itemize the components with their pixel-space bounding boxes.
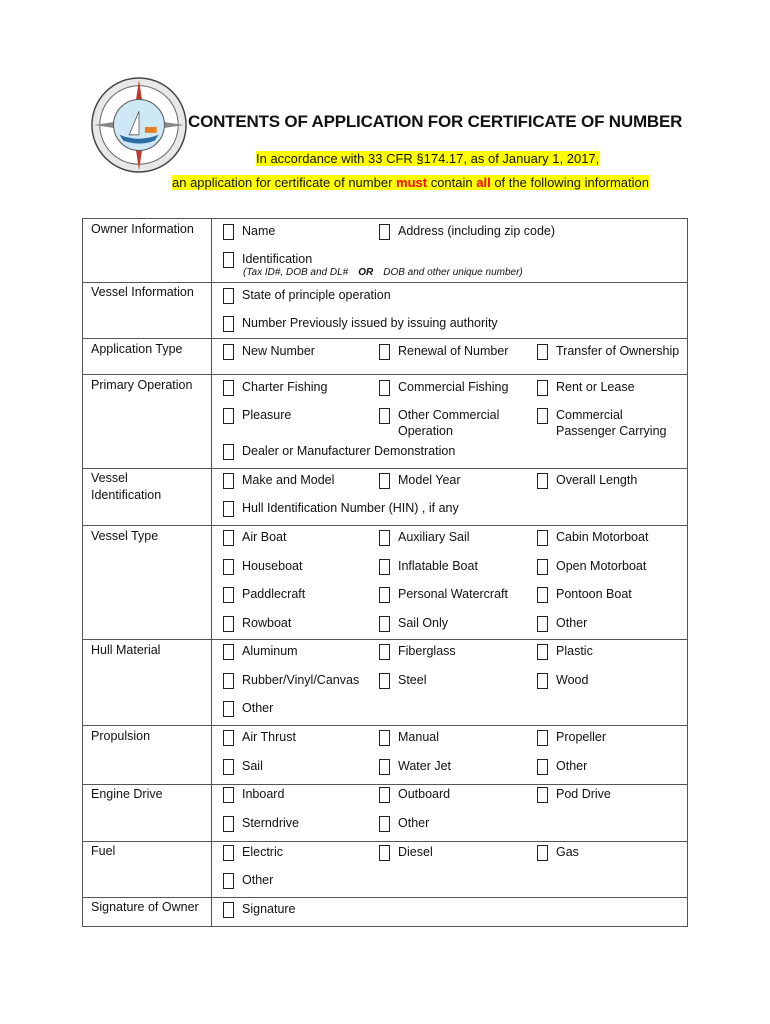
option-dealer-or-manufacturer-demonstration[interactable]: Dealer or Manufacturer Demonstration xyxy=(223,443,455,460)
checkbox[interactable] xyxy=(537,673,548,689)
option-gas[interactable]: Gas xyxy=(537,844,579,861)
checkbox[interactable] xyxy=(379,730,390,746)
option-pod-drive[interactable]: Pod Drive xyxy=(537,786,611,803)
checkbox[interactable] xyxy=(223,701,234,717)
option-inboard[interactable]: Inboard xyxy=(223,786,284,803)
checkbox[interactable] xyxy=(537,845,548,861)
section-label-signature-of-owner: Signature of Owner xyxy=(91,900,199,914)
checkbox[interactable] xyxy=(223,845,234,861)
section-label-vessel-information: Vessel Information xyxy=(91,285,194,299)
option-plastic[interactable]: Plastic xyxy=(537,643,593,660)
checkbox[interactable] xyxy=(223,816,234,832)
checkbox[interactable] xyxy=(379,559,390,575)
checkbox[interactable] xyxy=(223,787,234,803)
option-engine-drive-other[interactable]: Other xyxy=(379,815,429,832)
option-air-boat[interactable]: Air Boat xyxy=(223,529,286,546)
row-divider xyxy=(83,784,687,785)
checkbox[interactable] xyxy=(537,787,548,803)
checkbox[interactable] xyxy=(379,530,390,546)
option-sail-only[interactable]: Sail Only xyxy=(379,615,448,632)
section-label-owner-information: Owner Information xyxy=(91,222,194,236)
checkbox[interactable] xyxy=(379,224,390,240)
option-steel[interactable]: Steel xyxy=(379,672,427,689)
checkbox[interactable] xyxy=(223,252,234,268)
row-divider xyxy=(83,897,687,898)
checkbox[interactable] xyxy=(379,473,390,489)
option-paddlecraft[interactable]: Paddlecraft xyxy=(223,586,305,603)
option-signature[interactable]: Signature xyxy=(223,901,296,918)
subtitle-line-2: an application for certificate of number must contain all of the following information xyxy=(172,175,649,190)
checkbox[interactable] xyxy=(537,759,548,775)
checkbox[interactable] xyxy=(379,344,390,360)
checkbox[interactable] xyxy=(379,787,390,803)
section-label-vessel-type: Vessel Type xyxy=(91,529,159,543)
option-manual[interactable]: Manual xyxy=(379,729,439,746)
checkbox[interactable] xyxy=(379,845,390,861)
option-other-commercial-operation[interactable]: Other Commercial Operation xyxy=(379,407,499,439)
option-overall-length[interactable]: Overall Length xyxy=(537,472,637,489)
option-rent-or-lease[interactable]: Rent or Lease xyxy=(537,379,635,396)
option-propulsion-other[interactable]: Other xyxy=(537,758,587,775)
option-address[interactable]: Address (including zip code) xyxy=(379,223,555,240)
row-divider xyxy=(83,374,687,375)
option-water-jet[interactable]: Water Jet xyxy=(379,758,451,775)
checkbox[interactable] xyxy=(379,759,390,775)
checkbox[interactable] xyxy=(537,530,548,546)
subtitle-line-1: In accordance with 33 CFR §174.17, as of January 1, 2017, xyxy=(256,151,600,166)
option-state-of-principle-operation[interactable]: State of principle operation xyxy=(223,287,391,304)
option-diesel[interactable]: Diesel xyxy=(379,844,433,861)
option-pontoon-boat[interactable]: Pontoon Boat xyxy=(537,586,632,603)
checkbox[interactable] xyxy=(223,587,234,603)
checkbox[interactable] xyxy=(223,673,234,689)
option-propeller[interactable]: Propeller xyxy=(537,729,606,746)
checkbox[interactable] xyxy=(537,587,548,603)
checkbox[interactable] xyxy=(223,759,234,775)
option-transfer-of-ownership[interactable]: Transfer of Ownership xyxy=(537,343,679,360)
option-vessel-type-other[interactable]: Other xyxy=(537,615,587,632)
option-outboard[interactable]: Outboard xyxy=(379,786,450,803)
option-rubber-vinyl-canvas[interactable]: Rubber/Vinyl/Canvas xyxy=(223,672,359,689)
checkbox[interactable] xyxy=(223,873,234,889)
page-title: CONTENTS OF APPLICATION FOR CERTIFICATE OF NUMBER xyxy=(188,112,683,131)
checkbox[interactable] xyxy=(379,587,390,603)
section-label-hull-material: Hull Material xyxy=(91,643,161,657)
checkbox[interactable] xyxy=(223,616,234,632)
option-number-previously-issued[interactable]: Number Previously issued by issuing authority xyxy=(223,315,498,332)
checkbox[interactable] xyxy=(537,344,548,360)
checkbox[interactable] xyxy=(379,816,390,832)
option-hull-identification-number[interactable]: Hull Identification Number (HIN) , if any xyxy=(223,500,459,517)
option-auxiliary-sail[interactable]: Auxiliary Sail xyxy=(379,529,470,546)
section-label-primary-operation: Primary Operation xyxy=(91,378,193,392)
option-aluminum[interactable]: Aluminum xyxy=(223,643,298,660)
section-label-engine-drive: Engine Drive xyxy=(91,787,163,801)
checkbox[interactable] xyxy=(223,902,234,918)
checkbox[interactable] xyxy=(379,616,390,632)
checkbox[interactable] xyxy=(223,559,234,575)
checkbox[interactable] xyxy=(379,673,390,689)
option-wood[interactable]: Wood xyxy=(537,672,588,689)
option-cabin-motorboat[interactable]: Cabin Motorboat xyxy=(537,529,648,546)
option-new-number[interactable]: New Number xyxy=(223,343,315,360)
option-inflatable-boat[interactable]: Inflatable Boat xyxy=(379,558,478,575)
checkbox[interactable] xyxy=(223,288,234,304)
option-make-and-model[interactable]: Make and Model xyxy=(223,472,334,489)
checkbox[interactable] xyxy=(223,444,234,460)
row-divider xyxy=(83,525,687,526)
checkbox[interactable] xyxy=(537,380,548,396)
option-model-year[interactable]: Model Year xyxy=(379,472,461,489)
row-divider xyxy=(83,841,687,842)
checkbox[interactable] xyxy=(537,473,548,489)
checkbox[interactable] xyxy=(223,530,234,546)
option-air-thrust[interactable]: Air Thrust xyxy=(223,729,296,746)
option-pleasure[interactable]: Pleasure xyxy=(223,407,291,424)
checkbox[interactable] xyxy=(223,730,234,746)
row-divider xyxy=(83,639,687,640)
checkbox[interactable] xyxy=(223,316,234,332)
checkbox[interactable] xyxy=(223,380,234,396)
checkbox[interactable] xyxy=(379,644,390,660)
option-open-motorboat[interactable]: Open Motorboat xyxy=(537,558,646,575)
row-divider xyxy=(83,282,687,283)
option-name[interactable]: Name xyxy=(223,223,275,240)
checkbox[interactable] xyxy=(223,344,234,360)
option-charter-fishing[interactable]: Charter Fishing xyxy=(223,379,327,396)
checkbox[interactable] xyxy=(537,559,548,575)
option-commercial-passenger-carrying[interactable]: Commercial Passenger Carrying xyxy=(537,407,666,439)
checkbox[interactable] xyxy=(223,644,234,660)
option-electric[interactable]: Electric xyxy=(223,844,283,861)
checkbox[interactable] xyxy=(537,408,548,424)
checkbox[interactable] xyxy=(537,644,548,660)
row-divider xyxy=(83,725,687,726)
option-commercial-fishing[interactable]: Commercial Fishing xyxy=(379,379,508,396)
row-divider xyxy=(83,468,687,469)
application-contents-table xyxy=(82,218,688,927)
option-fuel-other[interactable]: Other xyxy=(223,872,273,889)
column-divider xyxy=(211,219,212,926)
option-personal-watercraft[interactable]: Personal Watercraft xyxy=(379,586,508,603)
option-fiberglass[interactable]: Fiberglass xyxy=(379,643,456,660)
option-sail[interactable]: Sail xyxy=(223,758,263,775)
section-label-vessel-identification: Vessel Identification xyxy=(91,471,162,502)
checkbox[interactable] xyxy=(223,224,234,240)
option-identification[interactable]: Identification xyxy=(223,251,312,268)
checkbox[interactable] xyxy=(537,616,548,632)
section-label-propulsion: Propulsion xyxy=(91,729,151,743)
option-renewal-of-number[interactable]: Renewal of Number xyxy=(379,343,508,360)
option-hull-material-other[interactable]: Other xyxy=(223,700,273,717)
identification-note: (Tax ID#, DOB and DL# OR DOB and other unique number) xyxy=(243,267,523,278)
section-label-application-type: Application Type xyxy=(91,342,183,356)
option-rowboat[interactable]: Rowboat xyxy=(223,615,291,632)
checkbox[interactable] xyxy=(223,473,234,489)
checkbox[interactable] xyxy=(223,408,234,424)
row-divider xyxy=(83,338,687,339)
checkbox[interactable] xyxy=(379,380,390,396)
option-sterndrive[interactable]: Sterndrive xyxy=(223,815,299,832)
option-houseboat[interactable]: Houseboat xyxy=(223,558,302,575)
section-label-fuel: Fuel xyxy=(91,844,116,858)
checkbox[interactable] xyxy=(379,408,390,424)
checkbox[interactable] xyxy=(537,730,548,746)
checkbox[interactable] xyxy=(223,501,234,517)
boating-safety-logo xyxy=(90,76,188,174)
